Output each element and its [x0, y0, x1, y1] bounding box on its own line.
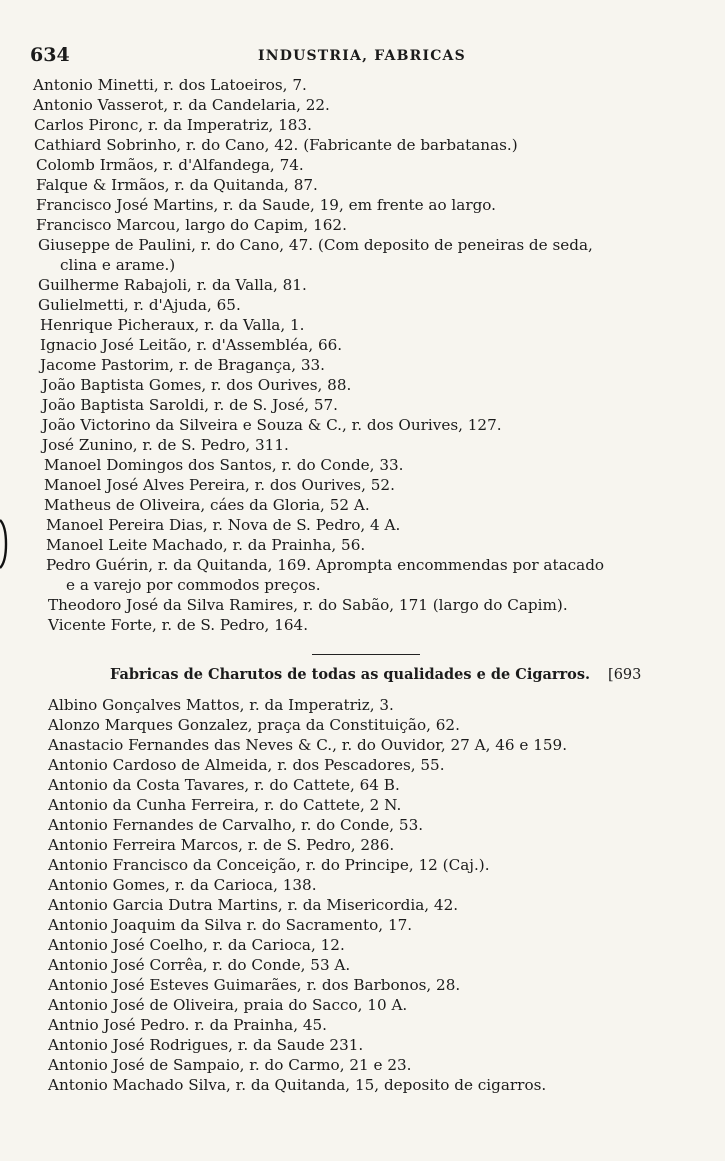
list-item: Antonio Minetti, r. dos Latoeiros, 7. — [33, 76, 307, 94]
list-item: João Baptista Gomes, r. dos Ourives, 88. — [42, 376, 352, 394]
list-item: Falque & Irmãos, r. da Quitanda, 87. — [36, 176, 318, 194]
list-item: Albino Gonçalves Mattos, r. da Imperatriz, 3. — [48, 696, 394, 714]
running-title: INDUSTRIA, FABRICAS — [258, 48, 466, 64]
list-item: Antonio Ferreira Marcos, r. de S. Pedro, 286. — [48, 836, 395, 854]
list-item: Manoel José Alves Pereira, r. dos Ourives, 52. — [44, 476, 395, 494]
list-item: Ignacio José Leitão, r. d'Assembléa, 66. — [40, 336, 343, 354]
section-heading — [110, 666, 641, 683]
list-item: Vicente Forte, r. de S. Pedro, 164. — [48, 616, 309, 634]
list-item: Guilherme Rabajoli, r. da Valla, 81. — [38, 276, 307, 294]
section-divider — [312, 654, 420, 655]
list-item: Antonio Fernandes de Carvalho, r. do Conde, 53. — [48, 816, 424, 834]
list-item: José Zunino, r. de S. Pedro, 311. — [42, 436, 289, 454]
list-item: Antonio Machado Silva, r. da Quitanda, 15, deposito de cigarros. — [48, 1076, 547, 1094]
list-item: Pedro Guérin, r. da Quitanda, 169. Aprompta encommendas por atacado — [46, 556, 605, 574]
list-item: Henrique Picheraux, r. da Valla, 1. — [40, 316, 305, 334]
list-item: Antonio Garcia Dutra Martins, r. da Misericordia, 42. — [48, 896, 459, 914]
list-item: João Victorino da Silveira e Souza & C., r. dos Ourives, 127. — [42, 416, 502, 434]
list-item: Antonio Francisco da Conceição, r. do Principe, 12 (Caj.). — [48, 856, 490, 874]
list-item: Antonio da Costa Tavares, r. do Cattete, 64 B. — [48, 776, 400, 794]
list-item: João Baptista Saroldi, r. de S. José, 57. — [42, 396, 339, 414]
section-reference-number: [693 — [608, 667, 642, 683]
list-item: Manoel Leite Machado, r. da Prainha, 56. — [46, 536, 366, 554]
page-number: 634 — [30, 44, 70, 66]
list-item: Antonio Joaquim da Silva r. do Sacramento, 17. — [48, 916, 413, 934]
list-item: Antnio José Pedro. r. da Prainha, 45. — [48, 1016, 328, 1034]
list-item: Manoel Pereira Dias, r. Nova de S. Pedro, 4 A. — [46, 516, 401, 534]
list-item: Anastacio Fernandes das Neves & C., r. do Ouvidor, 27 A, 46 e 159. — [48, 736, 568, 754]
list-item: Cathiard Sobrinho, r. do Cano, 42. (Fabricante de barbatanas.) — [34, 136, 518, 154]
section-heading-text: Fabricas de Charutos de todas as qualidades e de Cigarros. — [110, 666, 591, 683]
list-item: Antonio José Esteves Guimarães, r. dos Barbonos, 28. — [48, 976, 461, 994]
list-item-continuation: e a varejo por commodos preços. — [66, 576, 321, 594]
binding-mark — [0, 518, 8, 570]
list-item: Antonio Vasserot, r. da Candelaria, 22. — [33, 96, 330, 114]
list-item: Theodoro José da Silva Ramires, r. do Sabão, 171 (largo do Capim). — [48, 596, 568, 614]
list-item: Gulielmetti, r. d'Ajuda, 65. — [38, 296, 241, 314]
manufacturer-list — [0, 75, 725, 635]
list-item: Colomb Irmãos, r. d'Alfandega, 74. — [36, 156, 304, 174]
list-item: Antonio Cardoso de Almeida, r. dos Pescadores, 55. — [48, 756, 445, 774]
list-item: Antonio José de Sampaio, r. do Carmo, 21 e 23. — [48, 1056, 412, 1074]
list-item: Matheus de Oliveira, cáes da Gloria, 52 A. — [44, 496, 370, 514]
list-item: Antonio Gomes, r. da Carioca, 138. — [48, 876, 317, 894]
list-item: Antonio da Cunha Ferreira, r. do Cattete, 2 N. — [48, 796, 402, 814]
list-item: Alonzo Marques Gonzalez, praça da Constituição, 62. — [48, 716, 460, 734]
list-item: Antonio José Coelho, r. da Carioca, 12. — [48, 936, 345, 954]
list-item: Manoel Domingos dos Santos, r. do Conde, 33. — [44, 456, 404, 474]
list-item: Carlos Pironc, r. da Imperatriz, 183. — [34, 116, 312, 134]
list-item: Francisco Marcou, largo do Capim, 162. — [36, 216, 347, 234]
list-item: Giuseppe de Paulini, r. do Cano, 47. (Com deposito de peneiras de seda, — [38, 236, 593, 254]
list-item: Jacome Pastorim, r. de Bragança, 33. — [40, 356, 326, 374]
list-item: Antonio José Rodrigues, r. da Saude 231. — [48, 1036, 364, 1054]
list-item: Antonio José Corrêa, r. do Conde, 53 A. — [48, 956, 351, 974]
list-item: Antonio José de Oliveira, praia do Sacco, 10 A. — [48, 996, 408, 1014]
cigar-factory-list — [0, 695, 725, 1095]
page-header — [30, 44, 690, 72]
list-item: Francisco José Martins, r. da Saude, 19, em frente ao largo. — [36, 196, 497, 214]
list-item-continuation: clina e arame.) — [60, 256, 176, 274]
